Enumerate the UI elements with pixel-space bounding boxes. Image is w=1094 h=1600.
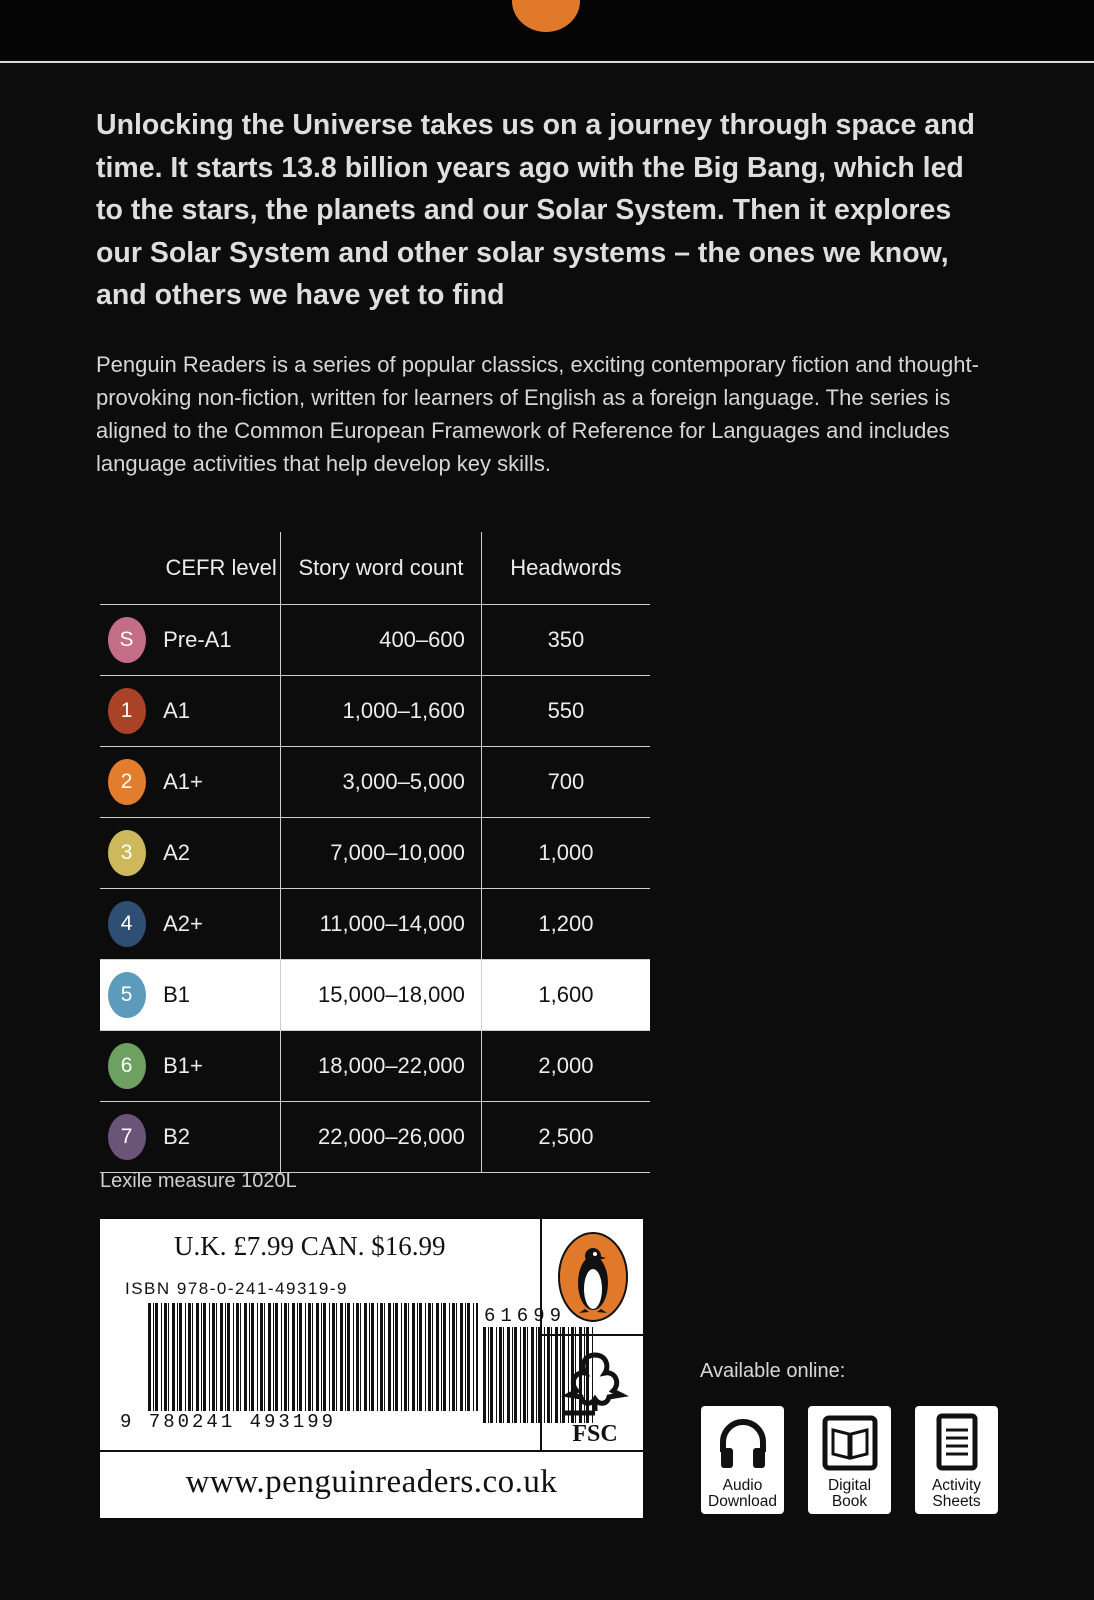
barcode-bar: [185, 1303, 186, 1411]
cefr-level: B1+: [153, 1031, 281, 1102]
price: U.K. £7.99 CAN. $16.99: [174, 1231, 446, 1261]
barcode-bar: [465, 1303, 466, 1411]
barcode-bar: [284, 1303, 287, 1411]
ean-digits: 9 780241 493199: [120, 1411, 337, 1433]
barcode-bar: [225, 1303, 226, 1411]
headwords: 350: [481, 605, 650, 676]
barcode-bar: [240, 1303, 241, 1411]
barcode-bar: [227, 1303, 230, 1411]
addon-digits: 61699: [484, 1305, 567, 1327]
barcode-bar: [490, 1327, 493, 1423]
barcode-bar: [538, 1327, 541, 1423]
level-row: [100, 747, 650, 818]
barcode-bar: [436, 1303, 439, 1411]
barcode-bar: [177, 1303, 178, 1411]
barcode-bar: [329, 1303, 330, 1411]
level-rows: [100, 605, 650, 1173]
barcode-bar: [260, 1303, 263, 1411]
barcode-bar: [395, 1303, 398, 1411]
barcode-bar: [432, 1303, 433, 1411]
barcode-bar: [264, 1303, 265, 1411]
level-badge: S: [108, 617, 146, 663]
activity-sheets-tile: Activity Sheets: [915, 1406, 998, 1514]
cefr-level: A1+: [153, 747, 281, 818]
headwords: 2,500: [481, 1102, 650, 1173]
level-row: [100, 960, 650, 1031]
barcode-bar: [503, 1327, 504, 1423]
barcode-bar: [364, 1303, 367, 1411]
barcode-bar: [155, 1303, 158, 1411]
cefr-level: Pre-A1: [153, 605, 281, 676]
barcode-bar: [401, 1303, 402, 1411]
available-online-title: Available online:: [700, 1360, 846, 1382]
barcode-bar: [460, 1303, 463, 1411]
digital-book-tile: Digital Book: [808, 1406, 891, 1514]
audio-download-tile: Audio Download: [701, 1406, 784, 1514]
barcode-bar: [308, 1303, 311, 1411]
barcode-bar: [520, 1327, 521, 1423]
barcode-bar: [417, 1303, 418, 1411]
barcode-bar: [179, 1303, 182, 1411]
headwords: 1,000: [481, 818, 650, 889]
barcode-bar: [281, 1303, 282, 1411]
barcode-bar: [244, 1303, 247, 1411]
barcode-bar: [257, 1303, 258, 1411]
barcode-bar: [388, 1303, 391, 1411]
barcode-bar: [371, 1303, 374, 1411]
barcode-bar: [369, 1303, 370, 1411]
fsc-tree-logo: [555, 1347, 635, 1447]
lexile-measure: Lexile measure 1020L: [100, 1170, 297, 1192]
barcode-bar: [172, 1303, 175, 1411]
barcode-bar: [499, 1327, 502, 1423]
barcode-bar: [321, 1303, 322, 1411]
barcode-bar: [527, 1327, 528, 1423]
barcode-bar: [544, 1327, 545, 1423]
barcode-bar: [268, 1303, 271, 1411]
barcode: [148, 1303, 478, 1423]
barcode-bar: [523, 1327, 526, 1423]
cefr-level: A2+: [153, 889, 281, 960]
barcode-bar: [496, 1327, 497, 1423]
level-badge: 4: [108, 901, 146, 947]
website-url: www.penguinreaders.co.uk: [185, 1464, 558, 1500]
barcode-bar: [312, 1303, 313, 1411]
level-row: [100, 1031, 650, 1102]
barcode-bar: [425, 1303, 426, 1411]
word-count: 22,000–26,000: [281, 1102, 482, 1173]
price-box: [100, 1219, 643, 1518]
series-description: Penguin Readers is a series of popular classics, exciting contemporary fiction and thought-provoking non-fiction, written for learners of English as a foreign language. The series is aligned to the Common European Framework of Reference for Languages and includes language activities that help develop key skills.: [96, 352, 979, 476]
barcode-bar: [347, 1303, 350, 1411]
barcode-bar: [316, 1303, 319, 1411]
barcode-bar: [292, 1303, 295, 1411]
isbn: ISBN 978-0-241-49319-9: [125, 1279, 348, 1298]
barcode-bar: [305, 1303, 306, 1411]
barcode-bar: [449, 1303, 450, 1411]
header-cefr: CEFR level: [165, 555, 277, 580]
level-badge: 6: [108, 1043, 146, 1089]
barcode-bar: [467, 1303, 470, 1411]
word-count: 7,000–10,000: [281, 818, 482, 889]
barcode-bar: [340, 1303, 343, 1411]
barcode-bar: [384, 1303, 385, 1411]
level-table-header: [100, 532, 650, 605]
barcode-bar: [212, 1303, 215, 1411]
barcode-bar: [476, 1303, 478, 1411]
barcode-bar: [452, 1303, 455, 1411]
barcode-bar: [404, 1303, 407, 1411]
barcode-bar: [168, 1303, 169, 1411]
barcode-bar: [443, 1303, 446, 1411]
cefr-level: B1: [153, 960, 281, 1031]
header-story: Story word count: [281, 532, 482, 605]
barcode-bar: [249, 1303, 250, 1411]
cefr-level: B2: [153, 1102, 281, 1173]
barcode-bar: [297, 1303, 298, 1411]
barcode-bar: [380, 1303, 383, 1411]
cefr-level: A2: [153, 818, 281, 889]
barcode-bar: [419, 1303, 422, 1411]
barcode-bar: [188, 1303, 191, 1411]
barcode-bar: [531, 1327, 534, 1423]
barcode-bar: [288, 1303, 289, 1411]
level-row: [100, 605, 650, 676]
barcode-bar: [209, 1303, 210, 1411]
book-blurb: Unlocking the Universe takes us on a journey through space and time. It starts 13.8 billion years ago with the Big Bang, which led to the stars, the planets and our Solar System. Then it explores our Solar System and other solar systems – the ones we know, and others we have yet to find: [96, 109, 975, 311]
barcode-bar: [353, 1303, 354, 1411]
barcode-bar: [148, 1303, 151, 1411]
barcode-bar: [356, 1303, 359, 1411]
barcode-bar: [393, 1303, 394, 1411]
barcode-bar: [336, 1303, 337, 1411]
barcode-bar: [456, 1303, 457, 1411]
document-icon: [929, 1412, 985, 1474]
word-count: 3,000–5,000: [281, 747, 482, 818]
barcode-bar: [473, 1303, 474, 1411]
barcode-bar: [192, 1303, 193, 1411]
penguin-logo: [555, 1229, 631, 1325]
barcode-bar: [233, 1303, 234, 1411]
barcode-bar: [512, 1327, 513, 1423]
barcode-bar: [332, 1303, 335, 1411]
headwords: 700: [481, 747, 650, 818]
book-icon: [822, 1412, 878, 1474]
barcode-bar: [441, 1303, 442, 1411]
barcode-bar: [408, 1303, 409, 1411]
level-badge: 2: [108, 759, 146, 805]
level-badge: 7: [108, 1114, 146, 1160]
barcode-bar: [236, 1303, 239, 1411]
barcode-bar: [412, 1303, 415, 1411]
headwords: 1,600: [481, 960, 650, 1031]
headwords: 1,200: [481, 889, 650, 960]
level-row: [100, 1102, 650, 1173]
fsc-label: FSC: [572, 1421, 618, 1447]
headwords: 550: [481, 676, 650, 747]
barcode-bar: [547, 1327, 550, 1423]
barcode-bar: [360, 1303, 361, 1411]
word-count: 11,000–14,000: [281, 889, 482, 960]
barcode-bar: [203, 1303, 206, 1411]
barcode-bar: [164, 1303, 167, 1411]
headphones-icon: [715, 1412, 771, 1474]
barcode-bar: [488, 1327, 489, 1423]
barcode-bar: [551, 1327, 552, 1423]
level-table: [100, 532, 650, 1173]
barcode-bar: [161, 1303, 162, 1411]
word-count: 1,000–1,600: [281, 676, 482, 747]
barcode-bar: [275, 1303, 278, 1411]
word-count: 15,000–18,000: [281, 960, 482, 1031]
barcode-bar: [323, 1303, 326, 1411]
barcode-bar: [220, 1303, 223, 1411]
level-badge: 3: [108, 830, 146, 876]
header-headwords: Headwords: [510, 555, 622, 580]
top-band: [0, 0, 1094, 60]
level-badge: 5: [108, 972, 146, 1018]
word-count: 18,000–22,000: [281, 1031, 482, 1102]
barcode-bar: [216, 1303, 217, 1411]
level-row: [100, 818, 650, 889]
barcode-bar: [483, 1327, 486, 1423]
level-row: [100, 889, 650, 960]
headwords: 2,000: [481, 1031, 650, 1102]
level-row: [100, 676, 650, 747]
barcode-bar: [273, 1303, 274, 1411]
top-divider: [0, 61, 1094, 63]
cefr-level: A1: [153, 676, 281, 747]
barcode-bar: [153, 1303, 154, 1411]
barcode-bar: [507, 1327, 510, 1423]
barcode-bar: [196, 1303, 199, 1411]
barcode-bar: [428, 1303, 431, 1411]
barcode-bar: [299, 1303, 302, 1411]
barcode-bar: [201, 1303, 202, 1411]
barcode-bar: [377, 1303, 378, 1411]
barcode-bar: [251, 1303, 254, 1411]
barcode-bar: [536, 1327, 537, 1423]
barcode-bar: [514, 1327, 517, 1423]
word-count: 400–600: [281, 605, 482, 676]
level-badge: 1: [108, 688, 146, 734]
barcode-bar: [345, 1303, 346, 1411]
penguin-logo-top: [512, 0, 580, 32]
